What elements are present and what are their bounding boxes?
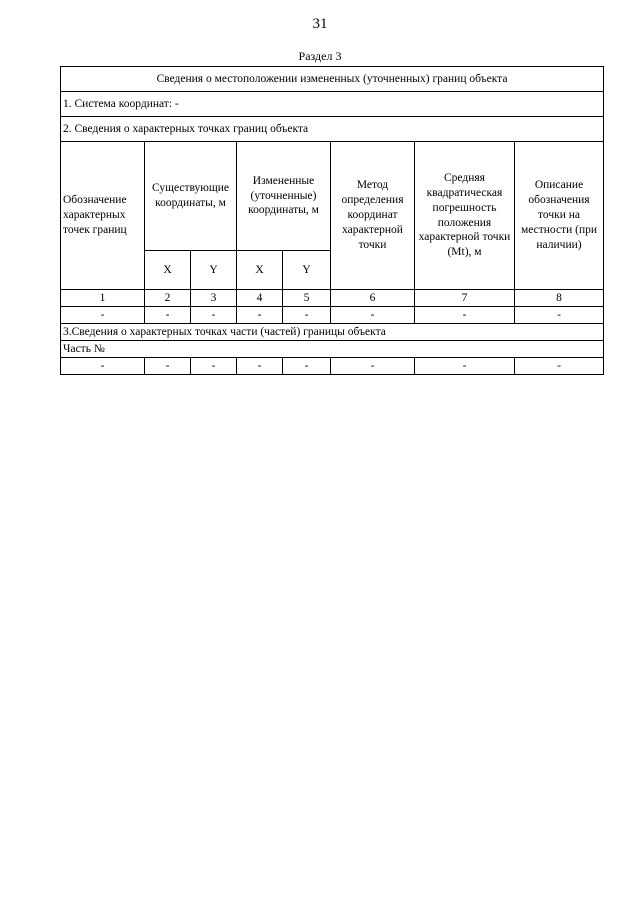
coord-system: 1. Система координат: - <box>61 92 604 117</box>
table-cell: - <box>145 358 191 375</box>
table-cell: - <box>237 307 283 324</box>
page-number: 31 <box>312 16 328 32</box>
column-number: 5 <box>283 290 331 307</box>
header-changed-x: X <box>237 251 283 290</box>
table-title: Сведения о местоположении измененных (уточненных) границ объекта <box>61 67 604 92</box>
column-number: 3 <box>191 290 237 307</box>
column-number-row <box>61 290 604 307</box>
table-cell: - <box>515 358 604 375</box>
coord-system-row <box>61 92 604 117</box>
header-row <box>61 142 604 251</box>
header-description: Описание обозначения точки на местности (при наличии) <box>515 142 604 290</box>
table-cell: - <box>61 358 145 375</box>
header-existing-x: X <box>145 251 191 290</box>
table-row <box>61 358 604 375</box>
header-method: Метод определения координат характерной точки <box>331 142 415 290</box>
points-heading-row <box>61 117 604 142</box>
table-cell: - <box>415 358 515 375</box>
column-number: 4 <box>237 290 283 307</box>
column-number: 6 <box>331 290 415 307</box>
header-error: Средняя квадратическая погрешность положения характерной точки (Mt), м <box>415 142 515 290</box>
table-cell: - <box>515 307 604 324</box>
column-number: 1 <box>61 290 145 307</box>
table-cell: - <box>415 307 515 324</box>
column-number: 8 <box>515 290 604 307</box>
part-label: Часть № <box>61 341 604 358</box>
header-designation: Обозначение характерных точек границ <box>61 142 145 290</box>
table-cell: - <box>61 307 145 324</box>
table-cell: - <box>237 358 283 375</box>
parts-heading-row <box>61 324 604 341</box>
table-cell: - <box>283 307 331 324</box>
table-row <box>61 307 604 324</box>
points-heading: 2. Сведения о характерных точках границ объекта <box>61 117 604 142</box>
section-label: Раздел 3 <box>298 49 342 63</box>
part-label-row <box>61 341 604 358</box>
table-cell: - <box>331 307 415 324</box>
table-cell: - <box>145 307 191 324</box>
table-cell: - <box>191 358 237 375</box>
header-changed-y: Y <box>283 251 331 290</box>
table-cell: - <box>331 358 415 375</box>
boundary-table <box>60 66 604 375</box>
table-cell: - <box>191 307 237 324</box>
table-title-row <box>61 67 604 92</box>
header-changed: Измененные (уточненные) координаты, м <box>237 142 331 251</box>
header-existing-y: Y <box>191 251 237 290</box>
parts-heading: 3.Сведения о характерных точках части (частей) границы объекта <box>61 324 604 341</box>
header-existing: Существующие координаты, м <box>145 142 237 251</box>
table-cell: - <box>283 358 331 375</box>
column-number: 2 <box>145 290 191 307</box>
column-number: 7 <box>415 290 515 307</box>
